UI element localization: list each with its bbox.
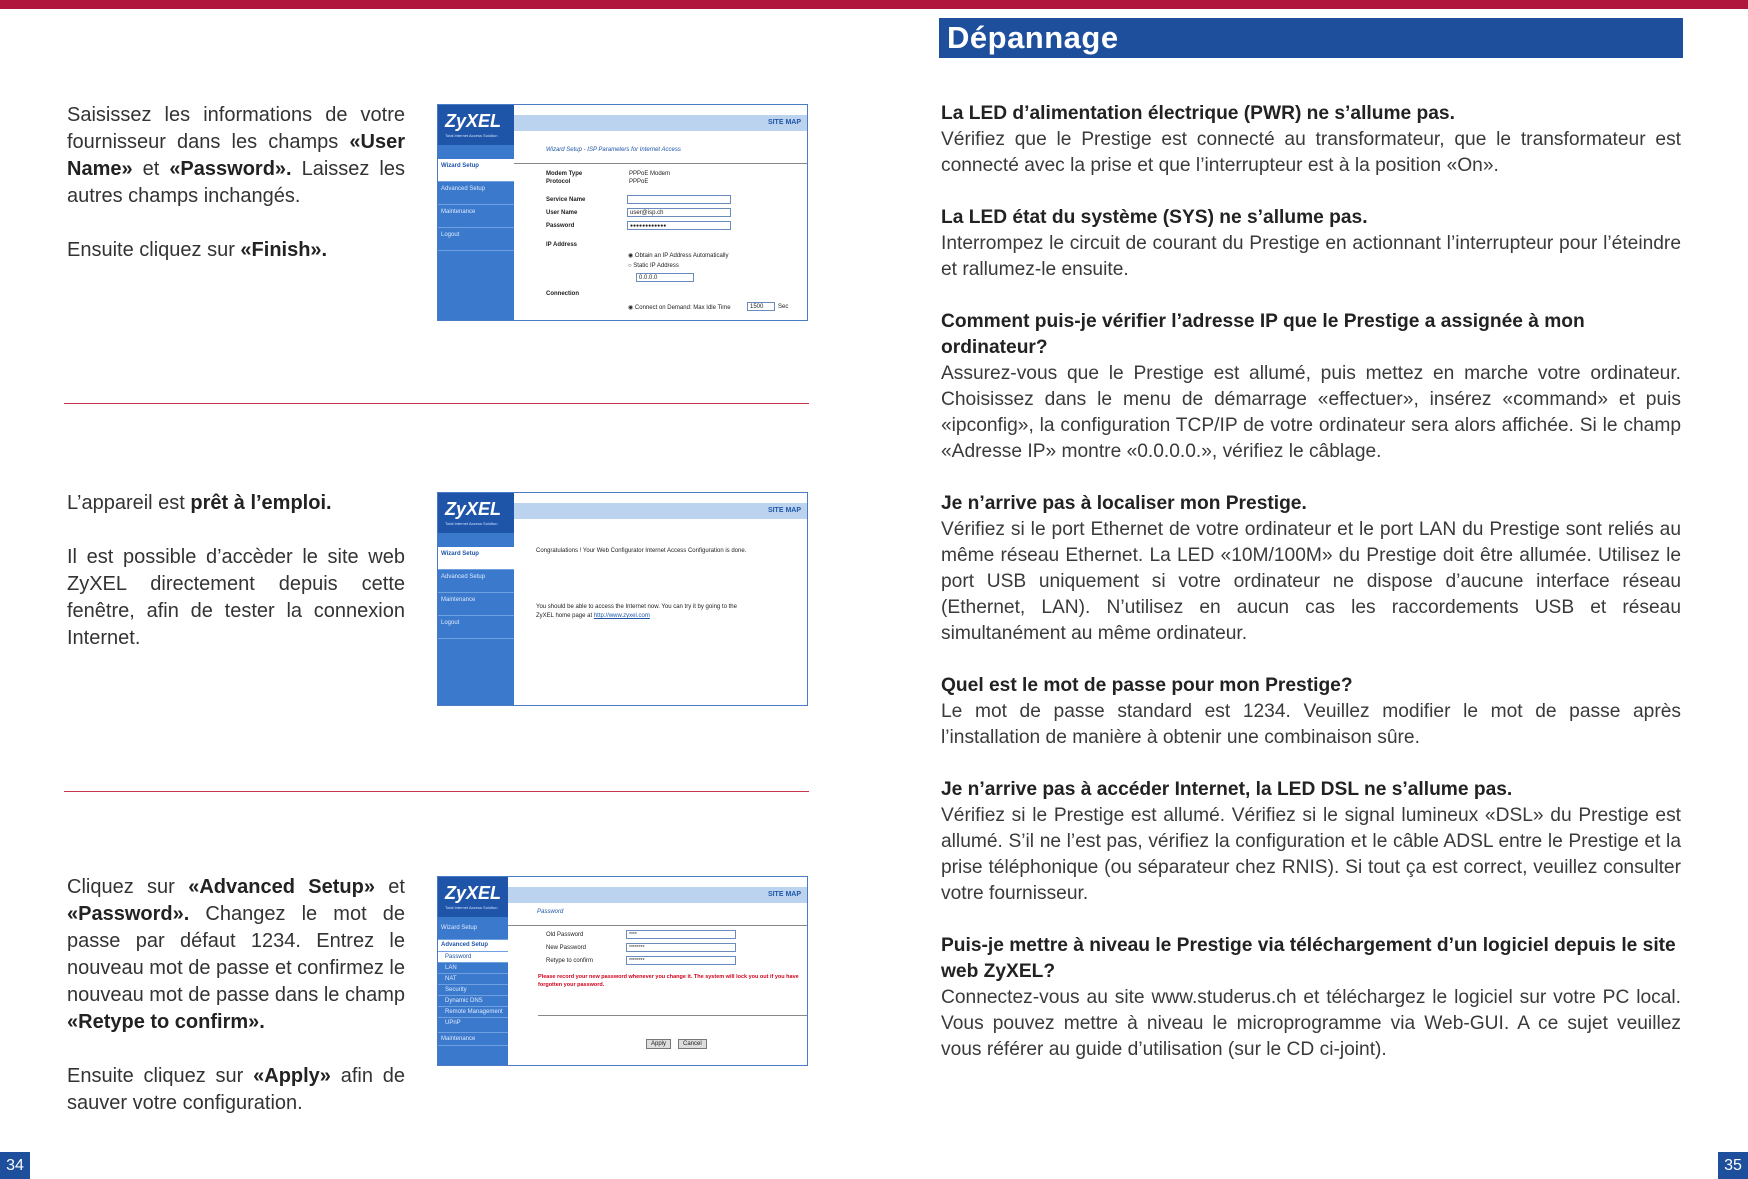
- instruction-paragraph: [67, 1063, 405, 1117]
- faq-list: [941, 101, 1681, 1089]
- retype-password-input: ********: [626, 956, 736, 965]
- ip-input: 0.0.0.0: [636, 273, 694, 282]
- faq-item: [941, 777, 1681, 907]
- instruction-block-3: [67, 874, 405, 1144]
- menu-item-maintenance: Maintenance: [438, 205, 514, 228]
- screenshot-menu: [438, 547, 514, 639]
- faq-question: Je n’arrive pas à localiser mon Prestige.: [941, 493, 1307, 514]
- screenshot-isp-parameters: [437, 104, 808, 321]
- top-accent-bar: [0, 0, 1748, 9]
- label: Retype to confirm: [546, 958, 594, 964]
- screenshot-menu: [438, 159, 514, 251]
- faq-question: Comment puis-je vérifier l’adresse IP que le Prestige a assignée à mon ordinateur?: [941, 311, 1585, 358]
- text-span: L’appareil est: [67, 492, 191, 514]
- label: Protocol: [546, 179, 571, 185]
- zyxel-home-link: http://www.zyxel.com: [593, 613, 650, 619]
- button-reference: «Finish».: [240, 239, 328, 261]
- button-reference: «Apply»: [253, 1065, 331, 1087]
- faq-question: Quel est le mot de passe pour mon Prestige?: [941, 675, 1353, 696]
- rule: [514, 163, 807, 164]
- password-warning: Please record your new password whenever you change it. The system will lock you out if you have forgotten your password.: [538, 974, 799, 988]
- screenshot-content: [514, 519, 807, 705]
- new-password-input: ********: [626, 943, 736, 952]
- instruction-paragraph: [67, 490, 405, 517]
- faq-item: [941, 673, 1681, 751]
- screenshot-menu: [438, 921, 508, 1046]
- text-span: afin de sauver votre configuration.: [67, 1065, 406, 1114]
- faq-question: Puis-je mettre à niveau le Prestige via téléchargement d’un logiciel depuis le site web ZyXEL?: [941, 935, 1676, 982]
- label: New Password: [546, 945, 587, 951]
- menu-item-maintenance: Maintenance: [438, 1033, 508, 1046]
- screenshot-content: [514, 131, 807, 320]
- field-reference: «Retype to confirm».: [67, 1011, 265, 1033]
- service-name-input: [627, 195, 731, 204]
- menu-item-wizard: Wizard Setup: [438, 159, 514, 182]
- faq-answer: Assurez-vous que le Prestige est allumé, puis mettez en marche votre ordinateur. Choisissez dans le menu de démarrage «effectuer», insérez «command» et puis «ipconfig», la configuration TCP/IP de votre ordinateur sera alors affichée. Si le champ «Adresse IP» montre «0.0.0.0.», vérifiez le câblage.: [941, 363, 1681, 462]
- label: Modem Type: [546, 171, 583, 177]
- access-message: You should be able to access the Internet now. You can try it by going to the ZyXEL home page at http://www.zyxel.com: [536, 604, 737, 619]
- instruction-paragraph: Il est possible d’accèder le site web ZyXEL directement depuis cette fenêtre, afin de tester la connexion Internet.: [67, 546, 405, 649]
- divider: [64, 403, 809, 404]
- rule: [508, 925, 807, 926]
- instruction-paragraph: [67, 874, 405, 1036]
- menu-item-advanced: Advanced Setup: [438, 570, 514, 593]
- screen-title: Wizard Setup - ISP Parameters for Internet Access: [546, 147, 681, 153]
- faq-answer: Interrompez le circuit de courant du Prestige en actionnant l’interrupteur pour l’éteindre et rallumez-le ensuite.: [941, 233, 1681, 280]
- screenshot-content: [508, 903, 807, 1065]
- field-reference: «User Name»: [67, 131, 405, 180]
- radio-static-ip: ○ Static IP Address: [628, 263, 679, 269]
- cancel-button: Cancel: [678, 1039, 707, 1049]
- label: Password: [546, 223, 575, 229]
- faq-answer: Le mot de passe standard est 1234. Veuillez modifier le mot de passe après l’installation de manière à obtenir une combinaison sûre.: [941, 701, 1681, 748]
- faq-answer: Vérifiez si le port Ethernet de votre ordinateur et le port LAN du Prestige sont reliés au même réseau Ethernet. La LED «10M/100M» du Prestige doit être allumée. Utilisez le port USB uniquement si votre ordinateur ne dispose d’aucune interface réseau (Ethernet, LAN). N’utilisez en aucun cas les raccordements USB et réseau simultanément au même ordinateur.: [941, 519, 1681, 644]
- faq-item: [941, 205, 1681, 283]
- password-input: ●●●●●●●●●●●●: [627, 221, 731, 230]
- instruction-paragraph: [67, 237, 405, 264]
- menu-item-wizard: Wizard Setup: [438, 547, 514, 570]
- old-password-input: ****: [626, 930, 736, 939]
- value: PPPoE: [629, 179, 649, 185]
- faq-item: [941, 933, 1681, 1063]
- field-reference: «Password».: [169, 158, 292, 180]
- menu-item-dynamic-dns: Dynamic DNS: [438, 996, 508, 1007]
- label: Service Name: [546, 197, 586, 203]
- screenshot-password: [437, 876, 808, 1066]
- congrats-message: Congratulations ! Your Web Configurator Internet Access Configuration is done.: [536, 548, 747, 554]
- page-number-left: 34: [0, 1152, 30, 1179]
- label: IP Address: [546, 242, 578, 248]
- zyxel-logo: ZyXEL Total Internet Access Solution: [438, 105, 514, 145]
- text-span: et: [374, 876, 405, 898]
- menu-item-password: Password: [438, 952, 508, 963]
- menu-item-maintenance: Maintenance: [438, 593, 514, 616]
- faq-item: [941, 491, 1681, 647]
- faq-answer: Vérifiez si le Prestige est allumé. Vérifiez si le signal lumineux «DSL» du Prestige est allumé. S’il ne l’est pas, vérifiez la configuration et le câble ADSL entre le Prestige et la prise téléphonique (ou séparateur chez RNIS). Si tout ça est correct, veuillez consulter votre fournisseur.: [941, 805, 1681, 904]
- page-number-right: 35: [1718, 1152, 1748, 1179]
- faq-question: Je n’arrive pas à accéder Internet, la LED DSL ne s’allume pas.: [941, 779, 1513, 800]
- text-span: Cliquez sur: [67, 876, 189, 898]
- radio-obtain-ip: ◉ Obtain an IP Address Automatically: [628, 253, 729, 259]
- menu-item-nat: NAT: [438, 974, 508, 985]
- emphasis: prêt à l’emploi.: [190, 492, 332, 514]
- text-span: Saisissez les informations de votre fournisseur dans les champs: [67, 104, 405, 153]
- screenshot-congratulations: [437, 492, 808, 706]
- text-span: Ensuite cliquez sur: [67, 1065, 254, 1087]
- faq-item: [941, 101, 1681, 179]
- menu-reference: «Password».: [67, 903, 190, 925]
- user-name-input: user@isp.ch: [627, 208, 731, 217]
- text-span: Laissez les autres champs inchangés.: [67, 158, 405, 207]
- menu-item-logout: Logout: [438, 616, 514, 639]
- label: Old Password: [546, 932, 584, 938]
- rule: [538, 1015, 807, 1016]
- menu-item-remote-management: Remote Management: [438, 1007, 508, 1018]
- menu-reference: «Advanced Setup»: [188, 876, 375, 898]
- text-span: Ensuite cliquez sur: [67, 239, 241, 261]
- menu-item-logout: Logout: [438, 228, 514, 251]
- divider: [64, 791, 809, 792]
- site-map-link: SITE MAP: [508, 887, 807, 903]
- menu-item-lan: LAN: [438, 963, 508, 974]
- site-map-link: SITE MAP: [514, 115, 807, 131]
- screen-title: Password: [537, 909, 564, 915]
- label: User Name: [546, 210, 578, 216]
- zyxel-logo: ZyXEL Total Internet Access Solution: [438, 877, 508, 917]
- menu-item-advanced: Advanced Setup: [438, 182, 514, 205]
- text-span: Changez le mot de passe par défaut 1234. Entrez le nouveau mot de passe et confirmez le nouveau mot de passe dans le champ: [67, 903, 405, 1006]
- idle-time-input: 1500: [747, 302, 775, 311]
- menu-item-wizard: Wizard Setup: [438, 921, 508, 940]
- label: Connection: [546, 291, 579, 297]
- menu-item-advanced: Advanced Setup: [438, 940, 508, 952]
- instruction-paragraph: [67, 102, 405, 210]
- faq-answer: Connectez-vous au site www.studerus.ch et téléchargez le logiciel sur votre PC local. Vous pouvez mettre à niveau le microprogramme via Web-GUI. A ce sujet veuillez vous référer au guide d’utilisation (sur le CD ci-joint).: [941, 987, 1681, 1060]
- menu-item-security: Security: [438, 985, 508, 996]
- faq-answer: Vérifiez que le Prestige est connecté au transformateur, que le transformateur est connecté avec la prise et que l’interrupteur est à la position «On».: [941, 129, 1681, 176]
- instruction-block-2: [67, 490, 405, 679]
- zyxel-logo: ZyXEL Total Internet Access Solution: [438, 493, 514, 533]
- menu-item-upnp: UPnP: [438, 1018, 508, 1033]
- site-map-link: SITE MAP: [514, 503, 807, 519]
- radio-connect-on-demand: ◉ Connect on Demand: Max Idle Time: [628, 305, 731, 311]
- faq-question: La LED état du système (SYS) ne s’allume pas.: [941, 207, 1368, 228]
- apply-button: Apply: [646, 1039, 671, 1049]
- instruction-block-1: [67, 102, 405, 291]
- value: PPPoE Modem: [629, 171, 671, 177]
- text-span: et: [132, 158, 170, 180]
- faq-question: La LED d’alimentation électrique (PWR) ne s’allume pas.: [941, 103, 1455, 124]
- faq-item: [941, 309, 1681, 465]
- section-title: Dépannage: [939, 18, 1683, 58]
- unit: Sec: [778, 304, 789, 310]
